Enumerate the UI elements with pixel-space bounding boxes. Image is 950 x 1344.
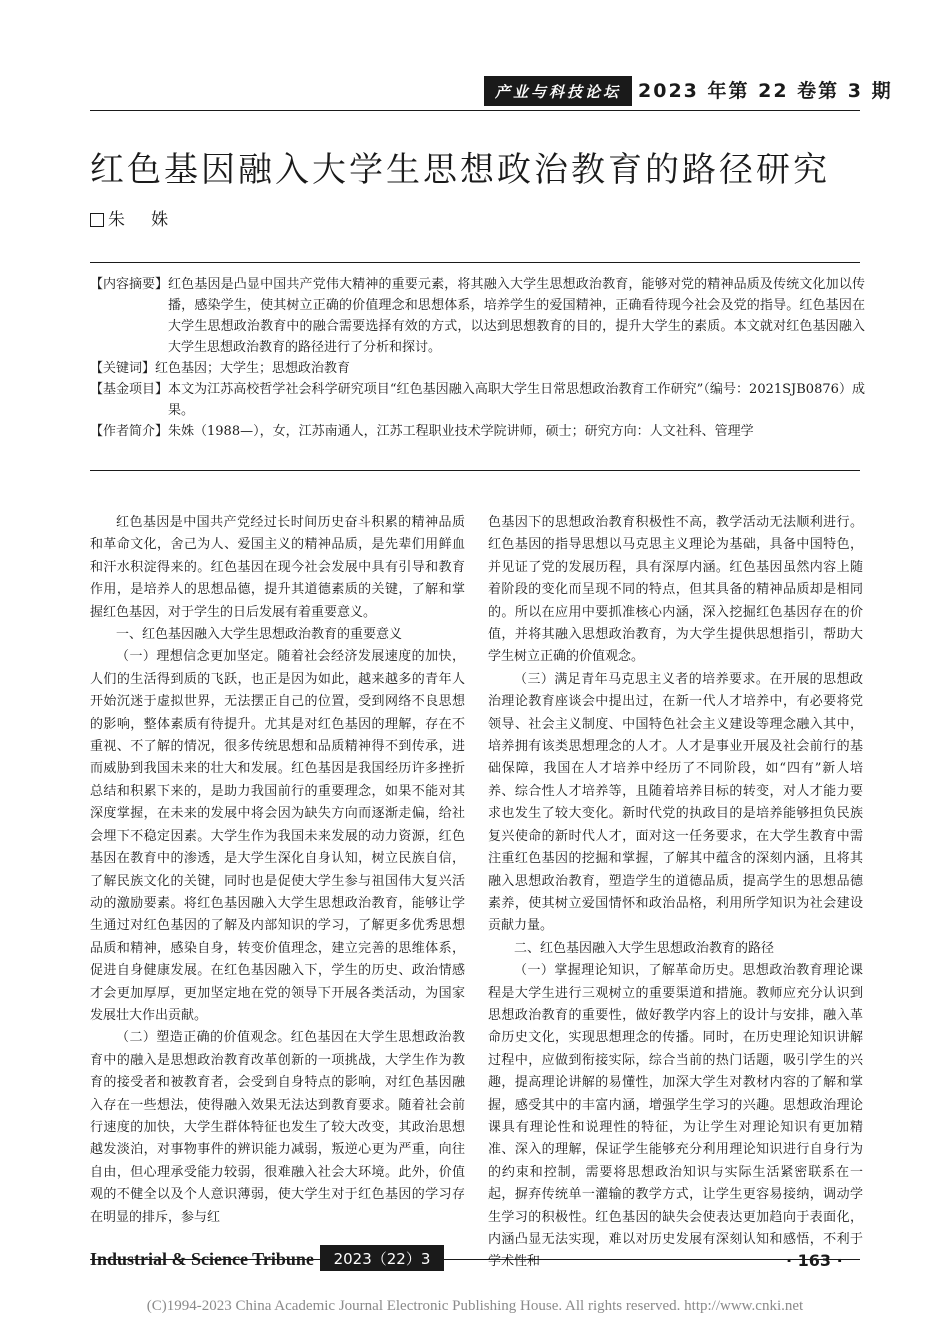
meta-bottom-rule bbox=[90, 470, 860, 471]
meta-top-rule bbox=[90, 262, 860, 263]
author-bio-label: 【作者简介】 bbox=[90, 424, 169, 439]
body-paragraph: （一）掌握理论知识，了解革命历史。思想政治教育理论课程是大学生进行三观树立的重要渠道和措施。教师应充分认识到思想政治教育的重要性，做好教学内容上的设计与安排，融入革命历史文化，实现思想理念的传播。同时，在历史理论知识讲解过程中，应做到衔接实际，综合当前的热门话题，吸引学生的兴趣，提高理论讲解的易懂性，加深大学生对教材内容的了解和掌握，感受其中的丰富内涵，增强学生学习的兴趣。思想政治理论课具有理论性和说理性的特征，为让学生对理论知识有更加精准、深入的理解，保证学生能够充分利用理论知识进行自身行为的约束和控制，需要将思想政治知识与实际生活紧密联系在一起，摒弃传统单一灌输的教学方式，让学生更容易接纳，调动学生学习的积极性。红色基因的缺失会使表达更加趋向于表面化，内涵凸显无法实现，难以对历史发展有深刻认知和感悟，不利于学术性和 bbox=[488, 963, 863, 1270]
author-name-first: 朱 bbox=[108, 210, 125, 230]
body-paragraph: （二）塑造正确的价值观念。红色基因在大学生思想政治教育中的融入是思想政治教育改革创新的一项挑战，大学生作为教育的接受者和被教育者，会受到自身特点的影响，对红色基因融入存在一些想法，使得融入效果无法达到教育要求。随着社会前行速度的加快，大学生群体特征也发生了较大改变，其政治思想越发淡泊，对事物事件的辨识能力减弱，叛逆心更为严重，向往自由，但心理承受能力较弱，很难融入社会大环境。此外，价值观的不健全以及个人意识薄弱，使大学生对于红色基因的学习存在明显的排斥，参与红 bbox=[90, 1030, 465, 1225]
metadata-block bbox=[90, 274, 865, 442]
issue-info: 2023 年第 22 卷第 3 期 bbox=[638, 80, 893, 102]
author-name-last: 姝 bbox=[151, 210, 168, 230]
header-rule bbox=[90, 110, 860, 111]
footer-issue-badge: 2023（22）3 bbox=[320, 1245, 444, 1271]
abstract-label: 【内容摘要】 bbox=[90, 277, 169, 292]
body-paragraph: （一）理想信念更加坚定。随着社会经济发展速度的加快，人们的生活得到质的飞跃，也正是因为如此，越来越多的青年人开始沉迷于虚拟世界，无法摆正自己的位置，受到网络不良思想的影响，整体素质有待提升。尤其是对红色基因的理解，存在不重视、不了解的情况，很多传统思想和品质精神得不到传承，进而威胁到我国未来的壮大和发展。红色基因是我国经历许多挫折总结和积累下来的，是助力我国前行的重要理念，如果不能对其深度掌握，在未来的发展中将会因为缺失方向而逐渐走偏，给社会埋下不稳定因素。大学生作为我国未来发展的动力资源，红色基因在教育中的渗透，是大学生深化自身认知，树立民族自信，了解民族文化的关键，同时也是促使大学生参与祖国伟大复兴活动的激励要素。将红色基因融入大学生思想政治教育，能够让学生通过对红色基因的了解及内部知识的学习，了解更多优秀思想品质和精神，感染自身，转变价值理念，建立完善的思维体系，促进自身健康发展。在红色基因融入下，学生的历史、政治情感才会更加厚厚，更加坚定地在党的领导下开展各类活动，为国家发展壮大作出贡献。 bbox=[90, 649, 465, 1023]
page-number: · 163 · bbox=[786, 1251, 843, 1270]
fund-row bbox=[90, 379, 865, 421]
copyright-watermark: (C)1994-2023 China Academic Journal Electronic Publishing House. All rights reserved. http://www.cnki.net bbox=[146, 1298, 804, 1314]
author-bio-text: 朱姝（1988—），女，江苏南通人，江苏工程职业技术学院讲师，硕士；研究方向：人文社科、管理学 bbox=[168, 424, 754, 439]
keywords-row bbox=[90, 358, 865, 379]
body-column-left bbox=[90, 512, 465, 1254]
author-box-icon bbox=[90, 213, 104, 227]
abstract-row bbox=[90, 274, 865, 358]
abstract-text: 红色基因是凸显中国共产党伟大精神的重要元素，将其融入大学生思想政治教育，能够对党的精神品质及传统文化加以传播，感染学生，使其树立正确的价值理念和思想体系，培养学生的爱国精神，正确看待现今社会及党的指导。红色基因在大学生思想政治教育中的融合需要选择有效的方式，以达到思想教育的目的，提升大学生的素质。本文就对红色基因融入大学生思想政治教育的路径进行了分析和探讨。 bbox=[168, 277, 865, 355]
section-heading: 一、红色基因融入大学生思想政治教育的重要意义 bbox=[116, 627, 403, 643]
journal-name-badge: 产业与科技论坛 bbox=[484, 76, 632, 106]
keywords-label: 【关键词】 bbox=[90, 361, 156, 376]
body-paragraph-continuation: 色基因下的思想政治教育积极性不高，教学活动无法顺利进行。红色基因的指导思想以马克思主义理论为基础，具备中国特色，并见证了党的发展历程，具有深厚内涵。红色基因虽然内容上随着阶段的变化而呈现不同的特点，但其具备的精神品质却是相同的。所以在应用中要抓准核心内涵，深入挖掘红色基因存在的价值，并将其融入思想政治教育，为大学生提供思想指引，帮助大学生树立正确的价值观念。 bbox=[488, 515, 863, 665]
author-bio-row bbox=[90, 421, 865, 442]
article-title: 红色基因融入大学生思想政治教育的路径研究 bbox=[90, 150, 830, 190]
journal-english-name: Industrial & Science Tribune bbox=[90, 1249, 314, 1269]
section-heading: 二、红色基因融入大学生思想政治教育的路径 bbox=[514, 940, 775, 956]
fund-text: 本文为江苏高校哲学社会科学研究项目“红色基因融入高职大学生日常思想政治教育工作研究”（编号：2021SJB0876）成果。 bbox=[168, 382, 865, 418]
body-paragraph: 红色基因是中国共产党经过长时间历史奋斗积累的精神品质和革命文化，舍己为人、爱国主义的精神品质，是先辈们用鲜血和汗水积淀得来的。红色基因在现今社会发展中具有引导和教育作用，是培养人的思想品德，提升其道德素质的关键，了解和掌握红色基因，对于学生的日后发展有着重要意义。 bbox=[90, 515, 465, 620]
body-paragraph: （三）满足青年马克思主义者的培养要求。在开展的思想政治理论教育座谈会中提出过，在新一代人才培养中，有必要将党领导、社会主义制度、中国特色社会主义建设等理念融入其中，培养拥有该类思想理念的人才。人才是事业开展及社会前行的基础保障，我国在人才培养中经历了不同阶段，如“四有”新人培养、综合性人才培养等，且随着培养目标的转变，对人才能力要求也发生了较大变化。新时代党的执政目的是培养能够担负民族复兴使命的新时代人才，面对这一任务要求，在大学生教育中需注重红色基因的挖掘和掌握，了解其中蕴含的深刻内涵，且将其融入思想政治教育，塑造学生的道德品质，提高学生的思想品德素养，使其树立爱国情怀和政治品格，利用所学知识为社会建设贡献力量。 bbox=[488, 671, 863, 934]
fund-label: 【基金项目】 bbox=[90, 382, 169, 397]
author-line bbox=[90, 208, 168, 232]
keywords-text: 红色基因；大学生；思想政治教育 bbox=[155, 361, 351, 376]
